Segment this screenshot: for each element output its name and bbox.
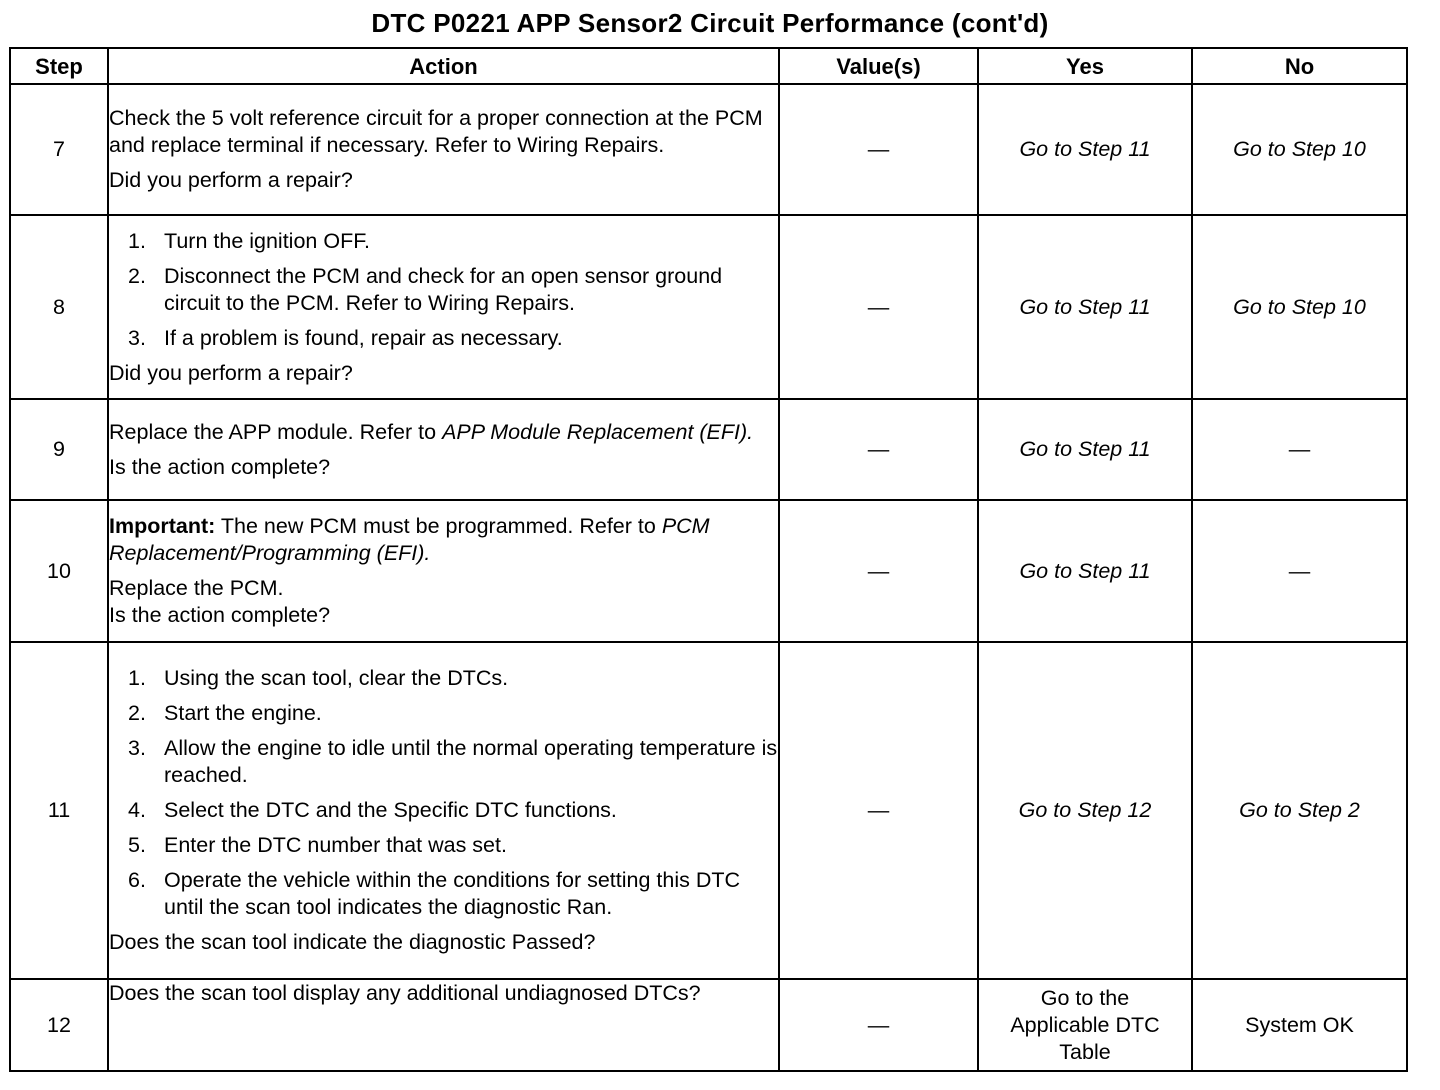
yes-cell: Go to Step 11 bbox=[978, 399, 1192, 500]
value-cell: — bbox=[779, 500, 978, 642]
document-title: DTC P0221 APP Sensor2 Circuit Performance (cont'd) bbox=[371, 8, 1049, 38]
table-row-step-10 bbox=[10, 500, 1407, 642]
no-cell: System OK bbox=[1192, 979, 1407, 1071]
table-row-step-9 bbox=[10, 399, 1407, 500]
list-item: 2. Start the engine. bbox=[128, 701, 322, 725]
table-row-step-7 bbox=[10, 84, 1407, 215]
action-list bbox=[109, 665, 778, 921]
action-text: Replace the PCM. bbox=[109, 576, 284, 600]
step-number: 7 bbox=[10, 84, 108, 215]
step-number: 9 bbox=[10, 399, 108, 500]
value-cell: — bbox=[779, 979, 978, 1071]
dtc-table bbox=[9, 47, 1408, 1072]
list-item: 3. Allow the engine to idle until the normal operating temperature is reached. bbox=[128, 736, 778, 787]
list-item: 6. Operate the vehicle within the conditions for setting this DTC until the scan tool indicates the diagnostic Ran. bbox=[128, 868, 741, 919]
header-action: Action bbox=[108, 48, 779, 84]
action-reference: APP Module Replacement (EFI). bbox=[442, 419, 754, 444]
action-list bbox=[109, 228, 778, 352]
action-cell bbox=[108, 215, 779, 399]
list-item: 1. Turn the ignition OFF. bbox=[128, 228, 370, 253]
step-number: 11 bbox=[10, 642, 108, 979]
value-cell: — bbox=[779, 215, 978, 399]
no-cell: — bbox=[1192, 399, 1407, 500]
action-question: Did you perform a repair? bbox=[109, 168, 353, 192]
step-number: 10 bbox=[10, 500, 108, 642]
yes-cell: Go to Step 11 bbox=[978, 215, 1192, 399]
yes-cell: Go to Step 11 bbox=[978, 84, 1192, 215]
step-number: 8 bbox=[10, 215, 108, 399]
step-number: 12 bbox=[10, 979, 108, 1071]
table-row-step-8 bbox=[10, 215, 1407, 399]
action-text: Check the 5 volt reference circuit for a proper connection at the PCM and replace terminal if necessary. Refer to Wiring Repairs. bbox=[109, 106, 763, 157]
action-cell bbox=[108, 500, 779, 642]
value-cell: — bbox=[779, 84, 978, 215]
action-cell bbox=[108, 642, 779, 979]
header-row bbox=[10, 48, 1407, 84]
table-row-step-12 bbox=[10, 979, 1407, 1071]
yes-cell: Go to Step 12 bbox=[978, 642, 1192, 979]
value-cell: — bbox=[779, 399, 978, 500]
no-cell: Go to Step 2 bbox=[1192, 642, 1407, 979]
action-question: Is the action complete? bbox=[109, 603, 331, 627]
important-note: Important: The new PCM must be programmed. Refer to PCM Replacement/Programming (EFI). bbox=[109, 514, 710, 565]
list-item: 3. If a problem is found, repair as necessary. bbox=[128, 325, 563, 350]
table-row-step-11 bbox=[10, 642, 1407, 979]
action-question: Does the scan tool indicate the diagnostic Passed? bbox=[109, 930, 596, 954]
no-cell: Go to Step 10 bbox=[1192, 215, 1407, 399]
header-no: No bbox=[1192, 48, 1407, 84]
value-cell: — bbox=[779, 642, 978, 979]
action-cell bbox=[108, 399, 779, 500]
action-cell bbox=[108, 979, 779, 1071]
yes-cell: Go to the Applicable DTC Table bbox=[978, 979, 1192, 1071]
list-item: 4. Select the DTC and the Specific DTC functions. bbox=[128, 798, 617, 822]
list-item: 2. Disconnect the PCM and check for an open sensor ground circuit to the PCM. Refer to Wiring Repairs. bbox=[128, 263, 723, 315]
action-text: Does the scan tool display any additional undiagnosed DTCs? bbox=[109, 981, 701, 1005]
list-item: 1. Using the scan tool, clear the DTCs. bbox=[128, 666, 509, 690]
no-cell: Go to Step 10 bbox=[1192, 84, 1407, 215]
no-cell: — bbox=[1192, 500, 1407, 642]
header-step: Step bbox=[10, 48, 108, 84]
header-yes: Yes bbox=[978, 48, 1192, 84]
action-text: Replace the APP module. Refer to APP Module Replacement (EFI). bbox=[109, 419, 754, 444]
action-cell bbox=[108, 84, 779, 215]
yes-cell: Go to Step 11 bbox=[978, 500, 1192, 642]
header-values: Value(s) bbox=[779, 48, 978, 84]
list-item: 5. Enter the DTC number that was set. bbox=[128, 833, 507, 857]
action-question: Did you perform a repair? bbox=[109, 360, 353, 385]
action-question: Is the action complete? bbox=[109, 454, 331, 479]
